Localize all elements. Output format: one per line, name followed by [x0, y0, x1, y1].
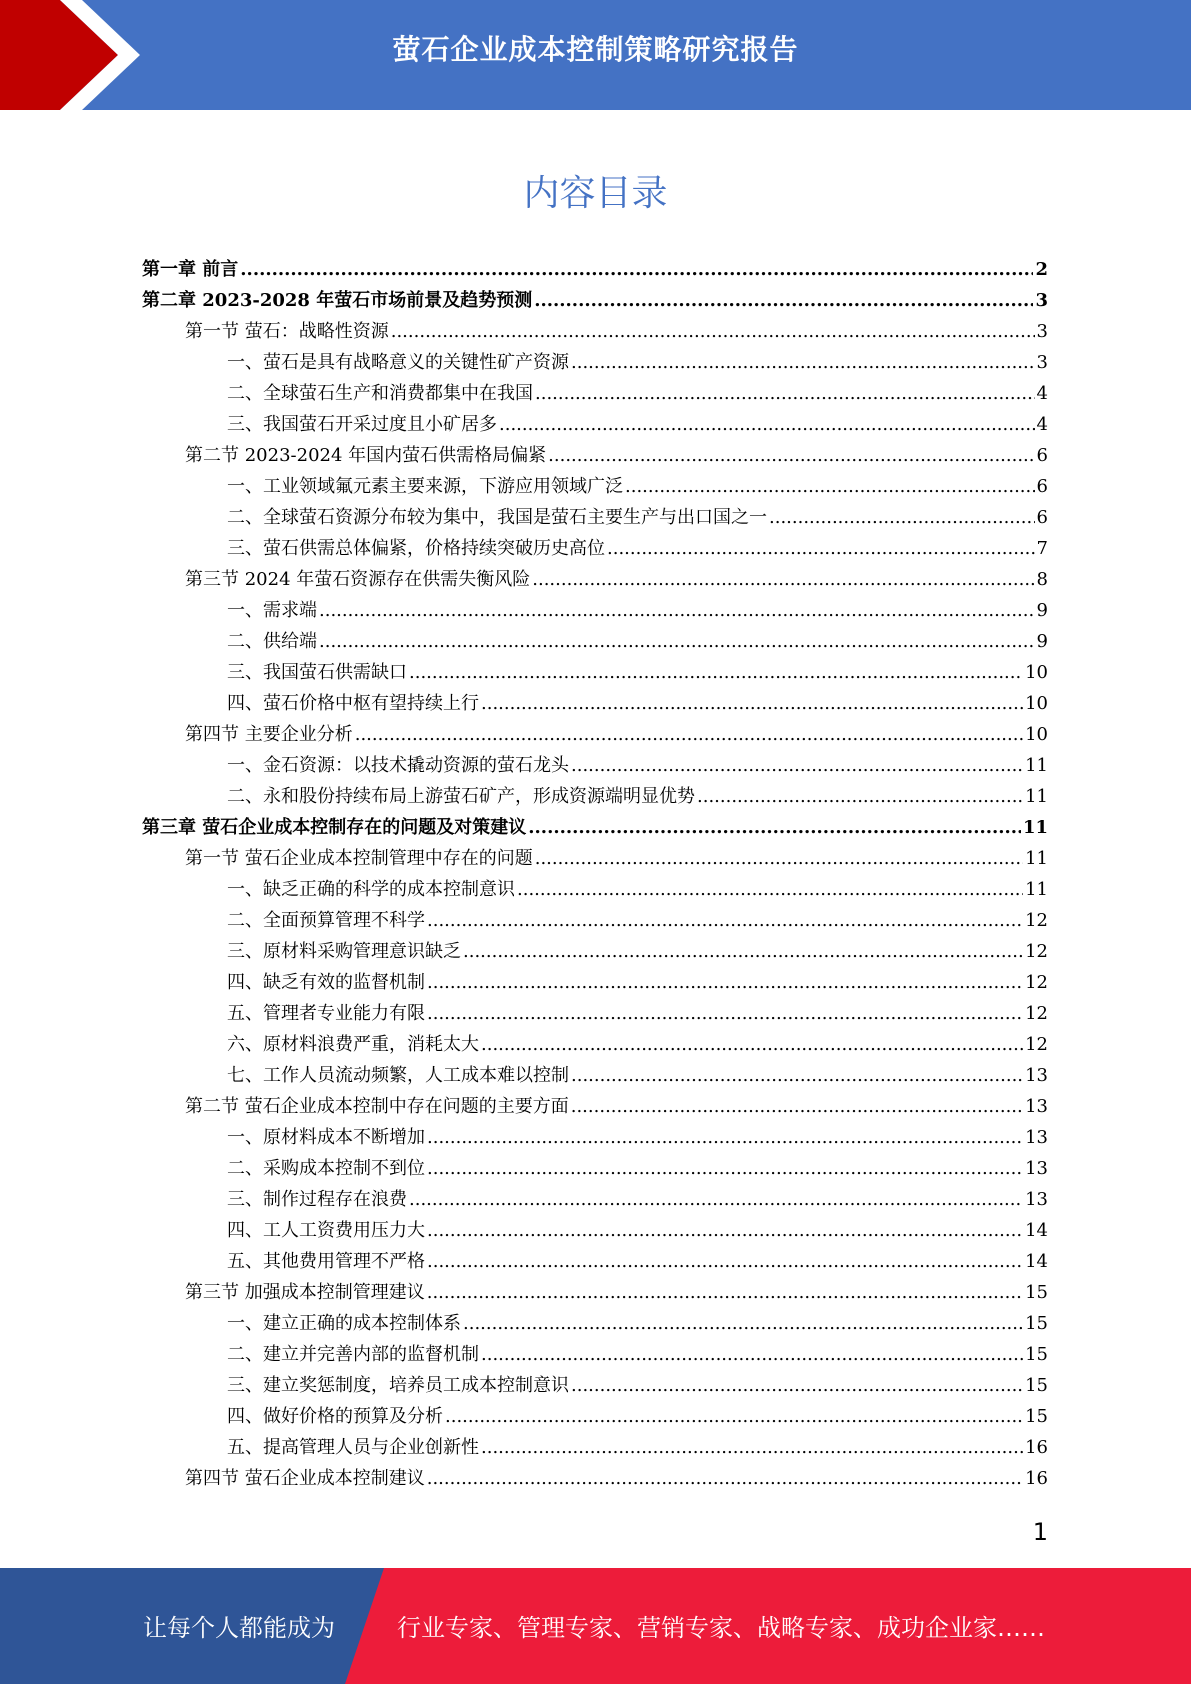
toc-entry[interactable]	[142, 750, 1048, 781]
toc-dot-leader	[571, 347, 1035, 378]
toc-entry-page: 16	[1025, 1468, 1048, 1489]
toc-entry-page: 13	[1025, 1065, 1048, 1086]
toc-entry[interactable]	[142, 1060, 1048, 1091]
toc-entry-page: 13	[1025, 1096, 1048, 1117]
toc-entry-label: 一、萤石是具有战略意义的关键性矿产资源	[227, 352, 569, 373]
toc-entry-page: 6	[1036, 445, 1048, 466]
toc-entry-label: 第三章 萤石企业成本控制存在的问题及对策建议	[142, 817, 527, 838]
toc-entry-label: 二、全球萤石资源分布较为集中，我国是萤石主要生产与出口国之一	[227, 507, 767, 528]
footer-slogan-right: 行业专家、管理专家、营销专家、战略专家、成功企业家……	[397, 1614, 1045, 1642]
toc-dot-leader	[427, 1277, 1023, 1308]
toc-entry[interactable]	[142, 998, 1048, 1029]
toc-entry[interactable]	[142, 936, 1048, 967]
toc-entry-page: 11	[1022, 817, 1048, 838]
toc-entry-label: 第二章 2023-2028 年萤石市场前景及趋势预测	[142, 290, 533, 311]
toc-dot-leader	[409, 1184, 1023, 1215]
toc-entry[interactable]	[142, 1370, 1048, 1401]
toc-entry-page: 4	[1036, 383, 1048, 404]
toc-dot-leader	[427, 905, 1023, 936]
toc-dot-leader	[427, 1153, 1023, 1184]
toc-dot-leader	[528, 812, 1021, 843]
toc-entry-page: 11	[1025, 879, 1048, 900]
toc-entry-page: 8	[1036, 569, 1048, 590]
toc-dot-leader	[571, 1060, 1023, 1091]
toc-entry-label: 一、缺乏正确的科学的成本控制意识	[227, 879, 515, 900]
toc-entry-label: 五、管理者专业能力有限	[227, 1003, 425, 1024]
table-of-contents	[142, 254, 1048, 1494]
toc-heading: 内容目录	[523, 173, 668, 214]
toc-entry-label: 二、采购成本控制不到位	[227, 1158, 425, 1179]
toc-entry[interactable]	[142, 1308, 1048, 1339]
toc-entry-label: 七、工作人员流动频繁，人工成本难以控制	[227, 1065, 569, 1086]
toc-entry-page: 12	[1025, 1003, 1048, 1024]
toc-dot-leader	[481, 1339, 1023, 1370]
toc-entry-page: 3	[1035, 290, 1048, 311]
toc-dot-leader	[534, 285, 1033, 316]
toc-entry[interactable]	[142, 1277, 1048, 1308]
toc-entry-label: 四、工人工资费用压力大	[227, 1220, 425, 1241]
toc-entry[interactable]	[142, 843, 1048, 874]
toc-entry-page: 15	[1025, 1375, 1048, 1396]
toc-entry[interactable]	[142, 1463, 1048, 1494]
toc-dot-leader	[427, 967, 1023, 998]
toc-entry-page: 13	[1025, 1158, 1048, 1179]
toc-entry-page: 6	[1036, 507, 1048, 528]
toc-dot-leader	[463, 936, 1023, 967]
toc-entry-label: 第三节 加强成本控制管理建议	[185, 1282, 425, 1303]
toc-entry-label: 五、其他费用管理不严格	[227, 1251, 425, 1272]
header-banner	[0, 0, 1191, 110]
toc-entry-label: 二、全球萤石生产和消费都集中在我国	[227, 383, 533, 404]
toc-entry-page: 15	[1025, 1282, 1048, 1303]
toc-entry-page: 4	[1036, 414, 1048, 435]
toc-entry-label: 第一节 萤石企业成本控制管理中存在的问题	[185, 848, 533, 869]
toc-dot-leader	[769, 502, 1035, 533]
toc-entry[interactable]	[142, 1339, 1048, 1370]
toc-entry-label: 四、缺乏有效的监督机制	[227, 972, 425, 993]
page-number: 1	[1032, 1518, 1048, 1546]
toc-dot-leader	[571, 750, 1023, 781]
toc-entry-page: 7	[1036, 538, 1048, 559]
toc-entry-page: 11	[1025, 848, 1048, 869]
toc-entry[interactable]	[142, 812, 1048, 843]
toc-entry-label: 第二节 2023-2024 年国内萤石供需格局偏紧	[185, 445, 547, 466]
toc-entry-label: 一、建立正确的成本控制体系	[227, 1313, 461, 1334]
toc-entry[interactable]	[142, 781, 1048, 812]
toc-entry[interactable]	[142, 502, 1048, 533]
toc-dot-leader	[427, 1463, 1023, 1494]
toc-dot-leader	[427, 998, 1023, 1029]
toc-entry-page: 14	[1025, 1251, 1048, 1272]
toc-dot-leader	[535, 378, 1035, 409]
toc-dot-leader	[427, 1122, 1023, 1153]
toc-entry[interactable]	[142, 1246, 1048, 1277]
toc-dot-leader	[532, 564, 1034, 595]
toc-entry-label: 三、我国萤石开采过度且小矿居多	[227, 414, 497, 435]
toc-entry[interactable]	[142, 905, 1048, 936]
toc-entry-page: 10	[1025, 662, 1048, 683]
toc-entry[interactable]	[142, 1122, 1048, 1153]
toc-entry[interactable]	[142, 409, 1048, 440]
toc-entry[interactable]	[142, 254, 1048, 285]
toc-entry-page: 10	[1025, 724, 1048, 745]
toc-entry[interactable]	[142, 1029, 1048, 1060]
toc-entry-page: 16	[1025, 1437, 1048, 1458]
toc-entry-label: 四、萤石价格中枢有望持续上行	[227, 693, 479, 714]
toc-entry[interactable]	[142, 657, 1048, 688]
toc-entry[interactable]	[142, 378, 1048, 409]
toc-entry[interactable]	[142, 719, 1048, 750]
toc-entry[interactable]	[142, 533, 1048, 564]
toc-dot-leader	[445, 1401, 1023, 1432]
toc-entry-label: 五、提高管理人员与企业创新性	[227, 1437, 479, 1458]
toc-entry-page: 6	[1036, 476, 1048, 497]
toc-entry-label: 二、供给端	[227, 631, 317, 652]
toc-entry-label: 一、金石资源：以技术撬动资源的萤石龙头	[227, 755, 569, 776]
toc-entry-label: 第四节 主要企业分析	[185, 724, 353, 745]
toc-entry[interactable]	[142, 1432, 1048, 1463]
toc-entry[interactable]	[142, 595, 1048, 626]
toc-entry-page: 12	[1025, 941, 1048, 962]
toc-entry[interactable]	[142, 1153, 1048, 1184]
toc-entry-page: 10	[1025, 693, 1048, 714]
toc-entry[interactable]	[142, 471, 1048, 502]
toc-entry-label: 三、萤石供需总体偏紧，价格持续突破历史高位	[227, 538, 605, 559]
toc-dot-leader	[427, 1246, 1023, 1277]
toc-dot-leader	[607, 533, 1035, 564]
toc-dot-leader	[319, 595, 1035, 626]
footer-slogan-left: 让每个人都能成为	[143, 1614, 335, 1642]
toc-dot-leader	[517, 874, 1023, 905]
toc-entry-label: 一、需求端	[227, 600, 317, 621]
toc-entry-page: 15	[1025, 1313, 1048, 1334]
toc-dot-leader	[319, 626, 1035, 657]
toc-entry-label: 一、原材料成本不断增加	[227, 1127, 425, 1148]
toc-dot-leader	[391, 316, 1035, 347]
toc-dot-leader	[535, 843, 1023, 874]
toc-dot-leader	[499, 409, 1035, 440]
toc-dot-leader	[355, 719, 1023, 750]
toc-entry[interactable]	[142, 1215, 1048, 1246]
toc-entry-page: 14	[1025, 1220, 1048, 1241]
toc-entry-page: 11	[1025, 786, 1048, 807]
toc-entry-label: 四、做好价格的预算及分析	[227, 1406, 443, 1427]
toc-entry-label: 第二节 萤石企业成本控制中存在问题的主要方面	[185, 1096, 569, 1117]
toc-entry-page: 15	[1025, 1406, 1048, 1427]
toc-dot-leader	[463, 1308, 1023, 1339]
toc-entry-label: 第三节 2024 年萤石资源存在供需失衡风险	[185, 569, 531, 590]
toc-entry-page: 12	[1025, 910, 1048, 931]
toc-entry-page: 9	[1036, 600, 1048, 621]
toc-entry-page: 3	[1036, 321, 1048, 342]
toc-entry-label: 二、永和股份持续布局上游萤石矿产，形成资源端明显优势	[227, 786, 695, 807]
toc-entry[interactable]	[142, 564, 1048, 595]
toc-entry-label: 第一章 前言	[142, 259, 239, 280]
toc-dot-leader	[571, 1091, 1023, 1122]
toc-entry-page: 12	[1025, 1034, 1048, 1055]
toc-entry[interactable]	[142, 1091, 1048, 1122]
footer-banner	[0, 1568, 1191, 1684]
toc-dot-leader	[481, 688, 1023, 719]
toc-entry-page: 3	[1036, 352, 1048, 373]
toc-entry-page: 9	[1036, 631, 1048, 652]
toc-entry-label: 第一节 萤石：战略性资源	[185, 321, 389, 342]
toc-dot-leader	[571, 1370, 1023, 1401]
toc-dot-leader	[625, 471, 1035, 502]
toc-dot-leader	[481, 1432, 1023, 1463]
toc-entry[interactable]	[142, 1184, 1048, 1215]
toc-dot-leader	[548, 440, 1034, 471]
toc-entry-label: 二、全面预算管理不科学	[227, 910, 425, 931]
toc-entry-label: 三、建立奖惩制度，培养员工成本控制意识	[227, 1375, 569, 1396]
toc-entry-label: 一、工业领域氟元素主要来源，下游应用领域广泛	[227, 476, 623, 497]
toc-entry-page: 15	[1025, 1344, 1048, 1365]
toc-dot-leader	[240, 254, 1033, 285]
toc-entry-label: 第四节 萤石企业成本控制建议	[185, 1468, 425, 1489]
toc-dot-leader	[409, 657, 1023, 688]
toc-entry[interactable]	[142, 688, 1048, 719]
toc-entry-page: 13	[1025, 1189, 1048, 1210]
toc-entry[interactable]	[142, 285, 1048, 316]
toc-entry[interactable]	[142, 1401, 1048, 1432]
toc-entry[interactable]	[142, 440, 1048, 471]
toc-entry-page: 13	[1025, 1127, 1048, 1148]
toc-entry[interactable]	[142, 316, 1048, 347]
toc-entry-label: 二、建立并完善内部的监督机制	[227, 1344, 479, 1365]
toc-dot-leader	[697, 781, 1023, 812]
toc-entry-page: 2	[1035, 259, 1048, 280]
toc-entry[interactable]	[142, 967, 1048, 998]
toc-entry-label: 三、原材料采购管理意识缺乏	[227, 941, 461, 962]
toc-entry-label: 三、制作过程存在浪费	[227, 1189, 407, 1210]
document-title: 萤石企业成本控制策略研究报告	[392, 33, 799, 66]
toc-entry[interactable]	[142, 626, 1048, 657]
toc-entry[interactable]	[142, 874, 1048, 905]
toc-entry[interactable]	[142, 347, 1048, 378]
toc-dot-leader	[481, 1029, 1023, 1060]
toc-dot-leader	[427, 1215, 1023, 1246]
toc-entry-page: 12	[1025, 972, 1048, 993]
toc-entry-label: 三、我国萤石供需缺口	[227, 662, 407, 683]
toc-entry-page: 11	[1025, 755, 1048, 776]
toc-entry-label: 六、原材料浪费严重，消耗太大	[227, 1034, 479, 1055]
